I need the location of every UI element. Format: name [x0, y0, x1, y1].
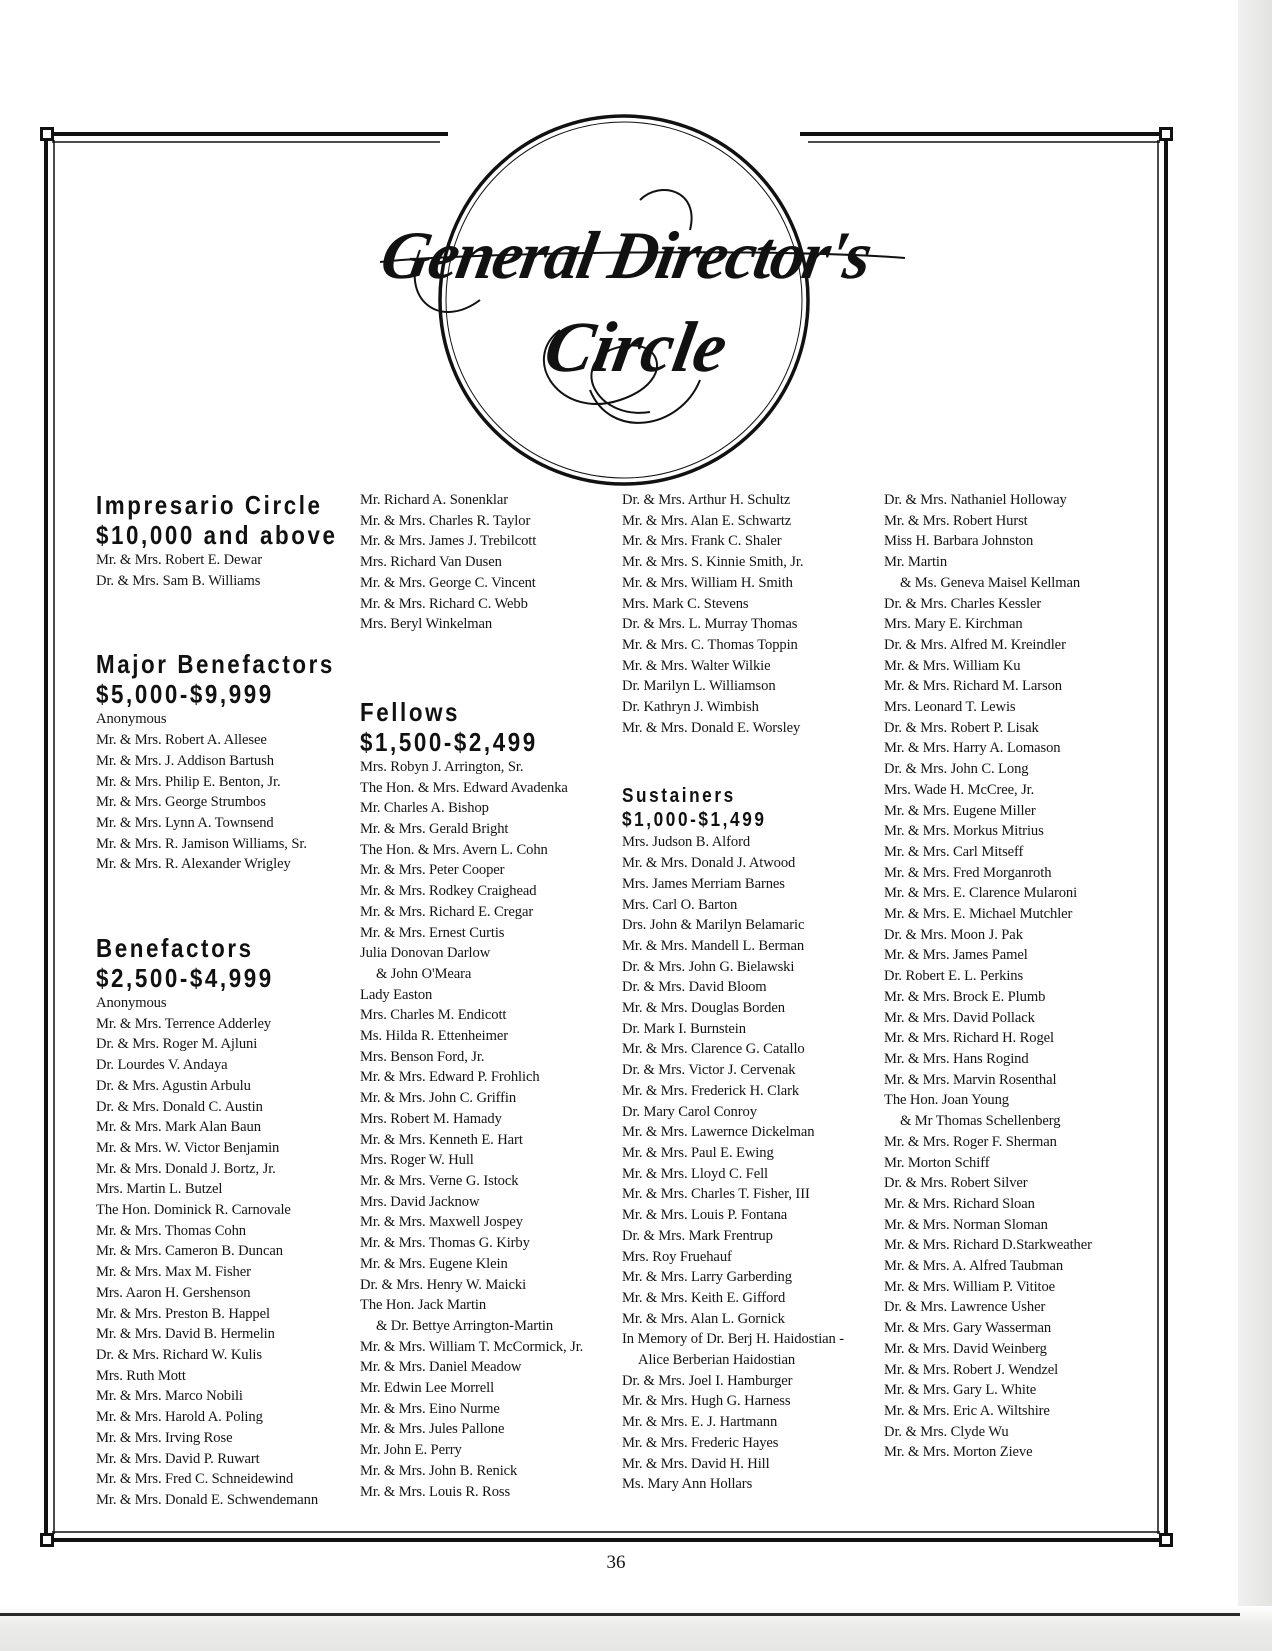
level-heading: $1,500-$2,499: [360, 726, 538, 757]
donor-name: Mr. & Mrs. Donald E. Worsley: [622, 719, 801, 736]
donor-name: Mr. Morton Schiff: [884, 1154, 990, 1171]
donor-name: Dr. & Mrs. Richard W. Kulis: [96, 1346, 262, 1363]
donor-name: Mr. & Mrs. Brock E. Plumb: [884, 988, 1046, 1005]
level-heading: Major Benefactors: [96, 649, 335, 680]
donor-name: Mr. & Mrs. Hugh G. Harness: [622, 1393, 791, 1410]
level-heading: $10,000 and above: [96, 520, 338, 550]
donor-name: Mr. & Mrs. William T. McCormick, Jr.: [360, 1338, 584, 1355]
donor-name: Anonymous: [96, 711, 167, 728]
donor-name: Mr. & Mrs. Cameron B. Duncan: [96, 1243, 283, 1260]
donor-name: Dr. Robert E. L. Perkins: [884, 968, 1024, 985]
donor-name: Mr. & Mrs. Frederick H. Clark: [622, 1082, 800, 1099]
donor-name: Mrs. Richard Van Dusen: [360, 554, 502, 571]
donor-name: Mr. & Mrs. Gary L. White: [884, 1382, 1037, 1399]
page-number: 36: [606, 1552, 626, 1573]
donor-name: Dr. & Mrs. Robert Silver: [884, 1175, 1028, 1192]
donor-name: Mr. & Mrs. Edward P. Frohlich: [360, 1069, 540, 1086]
donor-name: Dr. Kathryn J. Wimbish: [622, 699, 759, 716]
donor-name: Dr. & Mrs. Alfred M. Kreindler: [884, 636, 1066, 653]
donor-name: Mr. & Mrs. C. Thomas Toppin: [622, 636, 798, 653]
donor-name: Mr. & Mrs. Walter Wilkie: [622, 657, 771, 674]
donor-name: Mr. & Mrs. Frank C. Shaler: [622, 533, 782, 550]
donor-name: Mr. & Mrs. Peter Cooper: [360, 862, 505, 879]
donor-name: Dr. & Mrs. Roger M. Ajluni: [96, 1036, 258, 1053]
section-spacer: [96, 875, 346, 933]
donor-name: Ms. Mary Ann Hollars: [622, 1476, 753, 1493]
donor-name: Mr. & Mrs. William H. Smith: [622, 574, 793, 591]
donor-name: Mr. & Mrs. Robert E. Dewar: [96, 552, 263, 568]
donor-name: Mr. & Mrs. J. Addison Bartush: [96, 752, 274, 769]
donor-name: Mr. & Mrs. Maxwell Jospey: [360, 1214, 523, 1231]
donor-name: Mr. & Mrs. William P. Vititoe: [884, 1278, 1056, 1295]
donor-name: Mrs. Roy Fruehauf: [622, 1248, 732, 1265]
donor-name: Mr. & Mrs. E. Clarence Mularoni: [884, 885, 1078, 902]
donor-name: Mr. & Mrs. David H. Hill: [622, 1455, 770, 1472]
donor-name: & Dr. Bettye Arrington-Martin: [376, 1317, 554, 1334]
donor-name: Anonymous: [96, 995, 167, 1012]
donor-name: Dr. & Mrs. Arthur H. Schultz: [622, 492, 791, 508]
donor-name: Dr. & Mrs. John C. Long: [884, 761, 1029, 778]
donor-name: Mr. & Mrs. Clarence G. Catallo: [622, 1041, 805, 1058]
title-line-2: Circle: [539, 306, 734, 387]
level-heading: $2,500-$4,999: [96, 963, 274, 994]
donor-name: Mr. Richard A. Sonenklar: [360, 492, 508, 508]
donor-name: Mr. & Mrs. David Weinberg: [884, 1340, 1047, 1357]
donor-name: Mr. & Mrs. Donald J. Bortz, Jr.: [96, 1160, 276, 1177]
donor-column-2: [360, 490, 610, 1502]
donor-name: & John O'Meara: [376, 965, 472, 982]
donor-name: & Mr Thomas Schellenberg: [900, 1113, 1061, 1130]
donor-name: Mr. & Mrs. Daniel Meadow: [360, 1359, 522, 1376]
donor-name: The Hon. Dominick R. Carnovale: [96, 1202, 291, 1219]
donor-name: Mrs. Ruth Mott: [96, 1367, 186, 1384]
donor-name: Mrs. James Merriam Barnes: [622, 875, 785, 892]
donor-name: Mr. & Mrs. George C. Vincent: [360, 574, 536, 591]
donor-name: Mr. Charles A. Bishop: [360, 800, 489, 817]
general-directors-circle-title: [378, 166, 898, 476]
donor-name: Mrs. Robert M. Hamady: [360, 1110, 502, 1127]
donor-name: Mrs. Beryl Winkelman: [360, 616, 493, 633]
donor-name: Mr. & Mrs. Terrence Adderley: [96, 1015, 272, 1032]
donor-name: Mr. & Mrs. Morkus Mitrius: [884, 823, 1044, 840]
donor-name: Dr. & Mrs. Donald C. Austin: [96, 1098, 263, 1115]
donor-name: Dr. & Mrs. Clyde Wu: [884, 1423, 1009, 1440]
donor-name: Mr. & Mrs. Frederic Hayes: [622, 1434, 779, 1451]
donor-name: Mr. & Mrs. Keith E. Gifford: [622, 1289, 786, 1306]
donor-name: Mr. & Mrs. Preston B. Happel: [96, 1305, 270, 1322]
donor-name: Mr. & Mrs. Lynn A. Townsend: [96, 814, 274, 831]
donor-name: Dr. Mary Carol Conroy: [622, 1103, 757, 1120]
donor-name: Mr. & Mrs. Ernest Curtis: [360, 924, 505, 941]
donor-name: Mr. & Mrs. E. J. Hartmann: [622, 1414, 778, 1431]
section-spacer: [96, 591, 346, 649]
donor-name: Mr. & Mrs. Gary Wasserman: [884, 1320, 1052, 1337]
donor-name: Dr. Marilyn L. Williamson: [622, 678, 776, 695]
donor-name: Mr. & Mrs. Thomas Cohn: [96, 1222, 246, 1239]
donor-name: Mr. Martin: [884, 554, 948, 571]
donor-name: Mr. & Mrs. Fred Morganroth: [884, 864, 1052, 881]
donor-name: Mr. & Mrs. Richard M. Larson: [884, 678, 1062, 695]
donor-name: Dr. & Mrs. Joel I. Hamburger: [622, 1372, 793, 1389]
level-heading: Sustainers: [622, 785, 736, 808]
donor-name: Mr. & Mrs. Paul E. Ewing: [622, 1144, 774, 1161]
donor-name: Mr. & Mrs. Eric A. Wiltshire: [884, 1402, 1050, 1419]
donor-name: Dr. Lourdes V. Andaya: [96, 1057, 228, 1074]
donor-name: Mr. & Mrs. Morton Zieve: [884, 1444, 1033, 1461]
donor-name: Mr. & Mrs. A. Alfred Taubman: [884, 1258, 1064, 1275]
donor-name: Mr. & Mrs. Harry A. Lomason: [884, 740, 1061, 757]
donor-name: Mr. & Mrs. George Strumbos: [96, 794, 266, 811]
donor-name: Mr. & Mrs. Alan E. Schwartz: [622, 512, 792, 529]
donor-name: Mr. & Mrs. Richard E. Cregar: [360, 903, 534, 920]
donor-name: Mr. & Mrs. Douglas Borden: [622, 1000, 785, 1017]
donor-name: Mr. & Mrs. Carl Mitseff: [884, 843, 1024, 860]
level-heading: Fellows: [360, 696, 461, 727]
donor-name: Mr. & Mrs. Marvin Rosenthal: [884, 1071, 1057, 1088]
donor-name: Mr. & Mrs. Thomas G. Kirby: [360, 1235, 530, 1252]
donor-name: Mrs. Mary E. Kirchman: [884, 616, 1023, 633]
donor-name: Mrs. Martin L. Butzel: [96, 1181, 223, 1198]
donor-name: Mr. & Mrs. Alan L. Gornick: [622, 1310, 785, 1327]
donor-name: Mr. & Mrs. Donald J. Atwood: [622, 855, 796, 872]
level-heading: $5,000-$9,999: [96, 679, 274, 710]
donor-name: Mr. & Mrs. Gerald Bright: [360, 821, 509, 838]
donor-name: Dr. & Mrs. John G. Bielawski: [622, 958, 795, 975]
donor-name: Mr. & Mrs. Max M. Fisher: [96, 1264, 251, 1281]
donor-name: & Ms. Geneva Maisel Kellman: [900, 574, 1081, 591]
donor-name: Mr. & Mrs. Fred C. Schneidewind: [96, 1471, 294, 1488]
donor-name: Mr. & Mrs. E. Michael Mutchler: [884, 906, 1073, 923]
donor-name: Mr. & Mrs. Louis R. Ross: [360, 1483, 511, 1500]
donor-name: Dr. & Mrs. Moon J. Pak: [884, 926, 1023, 943]
donor-name: Mr. & Mrs. James J. Trebilcott: [360, 533, 537, 550]
donor-name: Dr. & Mrs. Henry W. Maicki: [360, 1276, 527, 1293]
donor-name: Mr. & Mrs. Jules Pallone: [360, 1421, 505, 1438]
donor-name: Mr. & Mrs. Mark Alan Baun: [96, 1119, 261, 1136]
donor-name: Mr. & Mrs. Mandell L. Berman: [622, 937, 805, 954]
donor-name: Mrs. Roger W. Hull: [360, 1152, 474, 1169]
section-spacer: [360, 635, 610, 697]
donor-name: The Hon. Jack Martin: [360, 1297, 487, 1314]
donor-name: Mr. & Mrs. David P. Ruwart: [96, 1450, 260, 1467]
donor-name: Mr. & Mrs. R. Alexander Wrigley: [96, 856, 291, 873]
donor-name: Dr. & Mrs. Robert P. Lisak: [884, 719, 1039, 736]
donor-name: Dr. & Mrs. Agustin Arbulu: [96, 1077, 251, 1094]
donor-name: Mr. & Mrs. Richard H. Rogel: [884, 1030, 1054, 1047]
donor-name: Mr. & Mrs. Roger F. Sherman: [884, 1133, 1057, 1150]
donor-name: Mr. & Mrs. John B. Renick: [360, 1462, 518, 1479]
donor-name: Mrs. Robyn J. Arrington, Sr.: [360, 758, 524, 775]
donor-name: Mr. & Mrs. William Ku: [884, 657, 1021, 674]
donor-name: Dr. & Mrs. Sam B. Williams: [96, 572, 261, 589]
donor-name: Dr. & Mrs. David Bloom: [622, 979, 767, 996]
donor-column-4: [884, 490, 1134, 1463]
level-heading: Impresario Circle: [96, 490, 323, 520]
donor-name: Miss H. Barbara Johnston: [884, 533, 1034, 550]
donor-name: Mr. & Mrs. Larry Garberding: [622, 1269, 792, 1286]
donor-name: Drs. John & Marilyn Belamaric: [622, 917, 805, 934]
donor-name: Mrs. Judson B. Alford: [622, 834, 751, 851]
level-heading: Benefactors: [96, 933, 254, 964]
donor-name: Dr. & Mrs. Lawrence Usher: [884, 1299, 1046, 1316]
donor-name: Mr. & Mrs. Norman Sloman: [884, 1216, 1048, 1233]
donor-name: Dr. & Mrs. Mark Frentrup: [622, 1227, 773, 1244]
donor-column-1: [96, 490, 346, 1511]
donor-name: Mr. & Mrs. Richard Sloan: [884, 1195, 1035, 1212]
donor-name: Mr. & Mrs. Marco Nobili: [96, 1388, 243, 1405]
donor-name: Mr. & Mrs. Robert A. Allesee: [96, 732, 267, 749]
donor-name: Mrs. Wade H. McCree, Jr.: [884, 781, 1035, 798]
donor-name: Mr. & Mrs. Eugene Miller: [884, 802, 1036, 819]
section-spacer: [622, 738, 872, 784]
donor-name: Julia Donovan Darlow: [360, 945, 491, 962]
donor-name: Mr. & Mrs. David Pollack: [884, 1009, 1035, 1026]
donor-name: Dr. & Mrs. Charles Kessler: [884, 595, 1042, 612]
donor-name: Mr. & Mrs. Lawernce Dickelman: [622, 1124, 815, 1141]
donor-name: Mr. & Mrs. R. Jamison Williams, Sr.: [96, 835, 307, 852]
donor-name: Ms. Hilda R. Ettenheimer: [360, 1028, 508, 1045]
donor-name: The Hon. & Mrs. Avern L. Cohn: [360, 841, 548, 858]
donor-name: Mrs. Carl O. Barton: [622, 896, 738, 913]
donor-column-3: [622, 490, 872, 1495]
donor-name: Mr. & Mrs. Irving Rose: [96, 1429, 233, 1446]
donor-name: Mr. & Mrs. Eugene Klein: [360, 1255, 508, 1272]
donor-name: Mr. & Mrs. Rodkey Craighead: [360, 883, 537, 900]
donor-name: Mr. & Mrs. Charles R. Taylor: [360, 512, 531, 529]
donor-name: Mr. & Mrs. Lloyd C. Fell: [622, 1165, 768, 1182]
donor-name: Mr. & Mrs. W. Victor Benjamin: [96, 1139, 280, 1156]
donor-name: Mrs. Charles M. Endicott: [360, 1007, 507, 1024]
donor-name: Dr. Mark I. Burnstein: [622, 1020, 746, 1037]
donor-name: Mr. & Mrs. Richard C. Webb: [360, 595, 528, 612]
donor-name: Mr. & Mrs. Eino Nurme: [360, 1400, 500, 1417]
donor-name: Alice Berberian Haidostian: [638, 1352, 796, 1369]
donor-name: Mr. & Mrs. Richard D.Starkweather: [884, 1237, 1092, 1254]
level-heading: $1,000-$1,499: [622, 809, 767, 832]
donor-name: Mrs. Benson Ford, Jr.: [360, 1048, 485, 1065]
donor-name: Mr. John E. Perry: [360, 1442, 462, 1459]
donor-name: Lady Easton: [360, 986, 433, 1003]
donor-name: Mr. & Mrs. Philip E. Benton, Jr.: [96, 773, 281, 790]
donor-name: Mr. & Mrs. Harold A. Poling: [96, 1409, 263, 1426]
donor-name: Mr. & Mrs. Hans Rogind: [884, 1050, 1029, 1067]
donor-name: Mr. & Mrs. Donald E. Schwendemann: [96, 1491, 319, 1508]
donor-name: Mr. Edwin Lee Morrell: [360, 1380, 495, 1397]
donor-name: In Memory of Dr. Berj H. Haidostian -: [622, 1331, 845, 1348]
donor-name: Dr. & Mrs. L. Murray Thomas: [622, 616, 798, 633]
donor-name: Dr. & Mrs. Victor J. Cervenak: [622, 1062, 796, 1079]
donor-name: Mr. & Mrs. Charles T. Fisher, III: [622, 1186, 810, 1203]
donor-name: Mrs. Aaron H. Gershenson: [96, 1284, 251, 1301]
donor-name: Mr. & Mrs. S. Kinnie Smith, Jr.: [622, 554, 804, 571]
donor-name: The Hon. & Mrs. Edward Avadenka: [360, 779, 568, 796]
donor-name: Dr. & Mrs. Nathaniel Holloway: [884, 492, 1067, 508]
donor-name: The Hon. Joan Young: [884, 1092, 1009, 1109]
donor-name: Mr. & Mrs. Robert J. Wendzel: [884, 1361, 1059, 1378]
donor-name: Mr. & Mrs. Robert Hurst: [884, 512, 1028, 529]
donor-name: Mrs. Mark C. Stevens: [622, 595, 749, 612]
donor-name: Mr. & Mrs. Kenneth E. Hart: [360, 1131, 523, 1148]
donor-name: Mrs. David Jacknow: [360, 1193, 480, 1210]
donor-name: Mrs. Leonard T. Lewis: [884, 699, 1016, 716]
donor-name: Mr. & Mrs. John C. Griffin: [360, 1090, 517, 1107]
donor-name: Mr. & Mrs. David B. Hermelin: [96, 1326, 275, 1343]
title-line-1: General Director's: [378, 217, 877, 293]
donor-name: Mr. & Mrs. Verne G. Istock: [360, 1172, 519, 1189]
donor-name: Mr. & Mrs. James Pamel: [884, 947, 1028, 964]
donor-name: Mr. & Mrs. Louis P. Fontana: [622, 1207, 788, 1224]
